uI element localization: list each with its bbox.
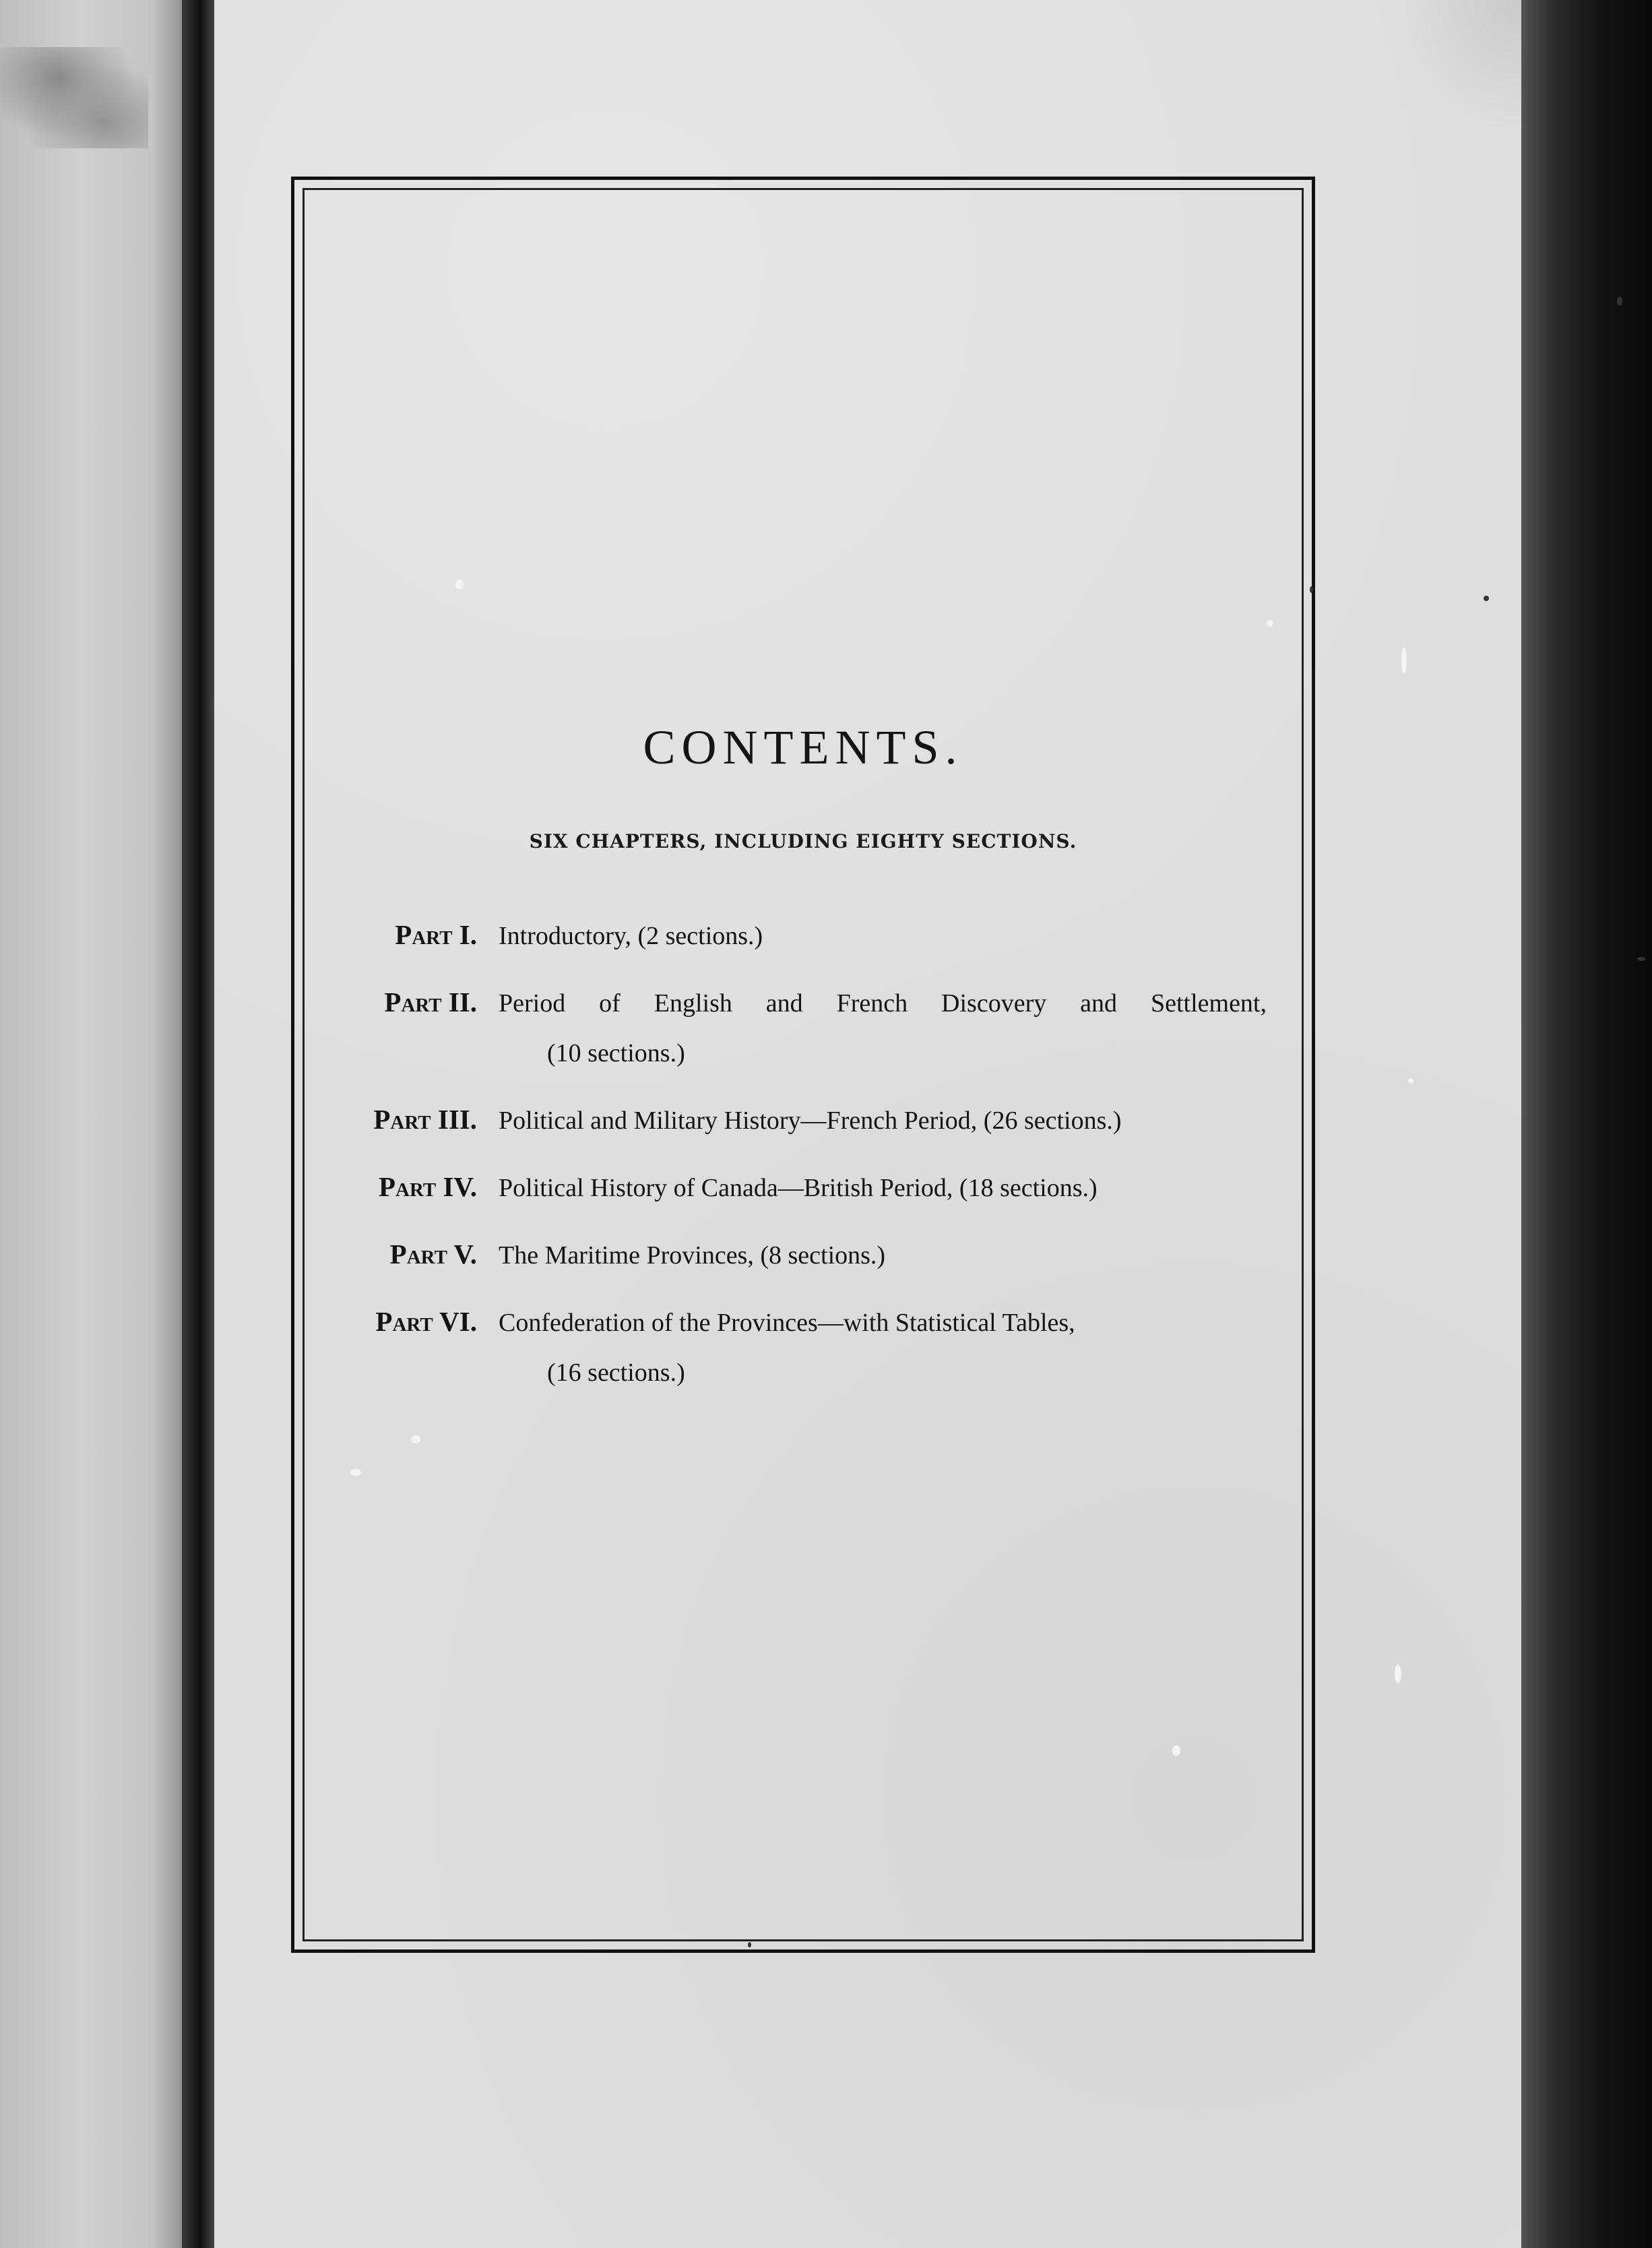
scan-speck bbox=[1395, 1664, 1401, 1683]
contents-entry-part-2 bbox=[337, 977, 1267, 1078]
part-description bbox=[499, 1298, 1267, 1398]
scan-speck bbox=[350, 1469, 361, 1476]
contents-entry-part-3 bbox=[337, 1094, 1267, 1146]
part-description-continuation: (16 sections.) bbox=[547, 1359, 685, 1387]
part-description-line: Period of English and French Discovery and Settlement, bbox=[499, 989, 1267, 1018]
part-description bbox=[499, 1230, 1267, 1280]
contents-entry-part-1 bbox=[337, 910, 1267, 961]
part-description-line: Political and Military History—French Period, (26 sections.) bbox=[499, 1106, 1122, 1135]
part-description bbox=[499, 1096, 1267, 1146]
page-corner-fold bbox=[1393, 0, 1521, 135]
part-label: Part V. bbox=[389, 1239, 477, 1270]
part-description bbox=[499, 911, 1267, 961]
scan-speck bbox=[1637, 957, 1645, 961]
contents-entry-part-4 bbox=[337, 1162, 1267, 1213]
scan-speck bbox=[1267, 620, 1273, 627]
part-description-continuation: (10 sections.) bbox=[547, 1039, 685, 1067]
contents-entry-part-6 bbox=[337, 1297, 1267, 1398]
scan-speck bbox=[1484, 596, 1489, 601]
facing-page-bleed-through bbox=[0, 47, 148, 148]
part-description bbox=[499, 978, 1267, 1078]
part-label: Part IV. bbox=[378, 1171, 477, 1202]
contents-title: CONTENTS. bbox=[643, 720, 963, 774]
part-label: Part III. bbox=[373, 1104, 477, 1135]
part-description-line: Political History of Canada—British Period, (18 sections.) bbox=[499, 1174, 1098, 1202]
contents-list bbox=[337, 910, 1267, 1414]
scan-speck bbox=[1408, 1078, 1413, 1084]
part-description-line: The Maritime Provinces, (8 sections.) bbox=[499, 1241, 886, 1270]
scan-speck bbox=[748, 1942, 751, 1947]
part-description-line: Confederation of the Provinces—with Statistical Tables, bbox=[499, 1309, 1075, 1337]
contents-subtitle: SIX CHAPTERS, INCLUDING EIGHTY SECTIONS. bbox=[529, 830, 1077, 852]
part-label: Part II. bbox=[384, 987, 477, 1018]
scan-speck bbox=[1310, 586, 1313, 593]
contents-entry-part-5 bbox=[337, 1229, 1267, 1280]
scan-speck bbox=[1172, 1745, 1180, 1756]
scan-speck bbox=[455, 580, 464, 589]
part-label: Part VI. bbox=[375, 1306, 477, 1337]
scan-speck bbox=[411, 1435, 420, 1443]
part-label: Part I. bbox=[395, 919, 477, 950]
book-spine bbox=[1521, 0, 1652, 2248]
scan-speck bbox=[1401, 647, 1407, 674]
scan-speck bbox=[1617, 296, 1622, 306]
part-description bbox=[499, 1163, 1267, 1213]
part-description-line: Introductory, (2 sections.) bbox=[499, 922, 763, 950]
book-gutter bbox=[182, 0, 216, 2248]
facing-page bbox=[0, 0, 202, 2248]
